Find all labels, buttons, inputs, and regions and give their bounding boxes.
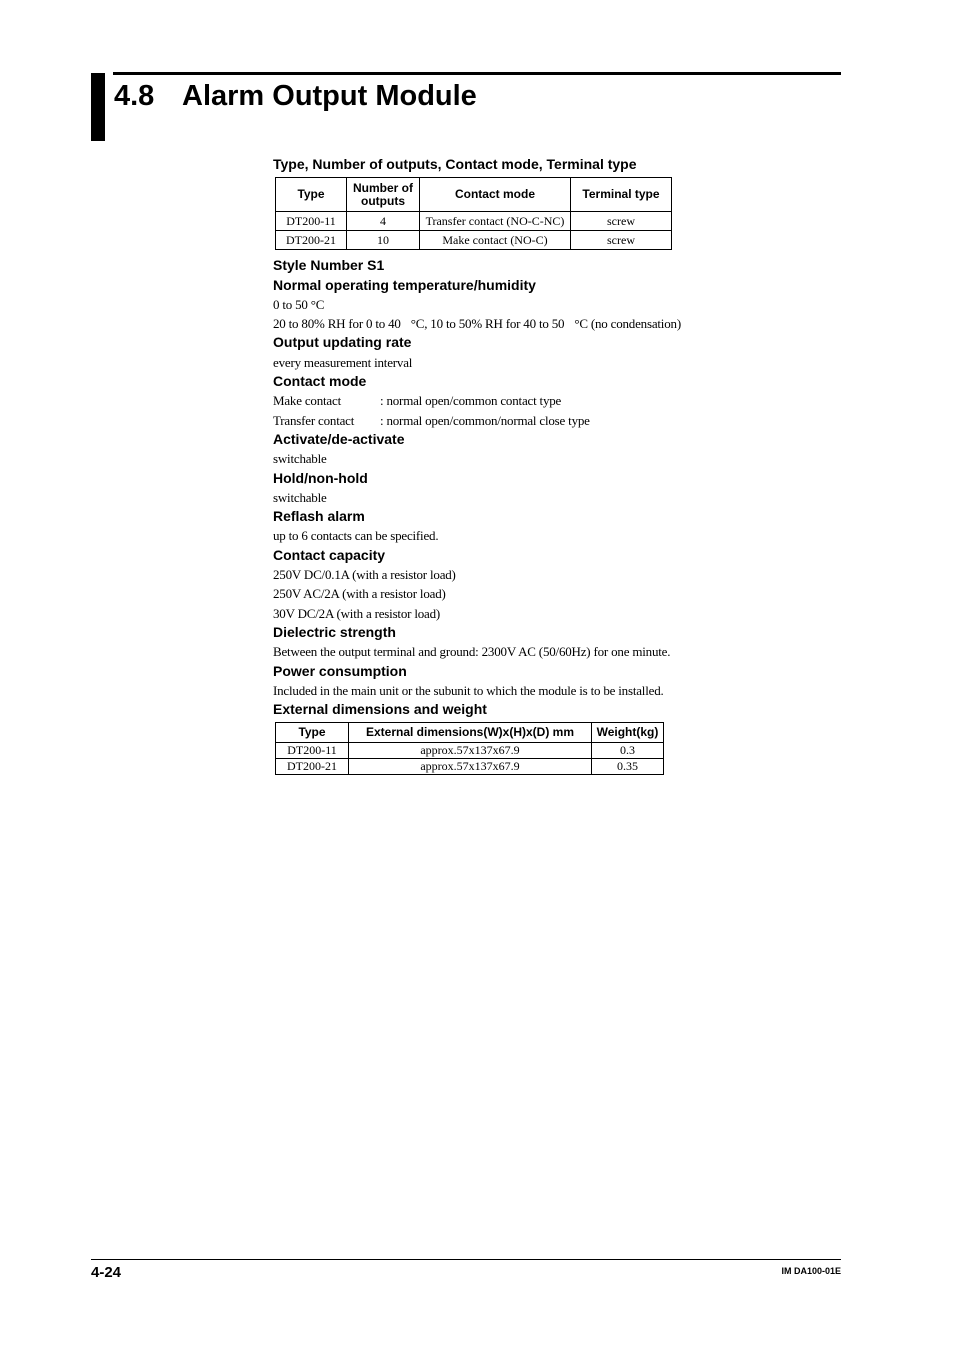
table-header: Type [276,723,349,743]
humidity-range [273,314,833,333]
page-number: 4-24 [91,1264,122,1281]
table-header: Number of outputs [347,178,420,212]
reflash-heading: Reflash alarm [273,508,365,525]
table-row [276,743,664,759]
contact-mode-label: Make contact [273,393,341,409]
table-cell: screw [571,212,672,231]
humidity-part-2: °C, 10 to 50% RH for 40 to 50 [410,316,565,332]
style-number: Style Number S1 [273,257,385,274]
capacity-line: 250V DC/0.1A (with a resistor load) [273,567,456,583]
contact-mode-item [273,411,833,430]
title-rule [113,72,841,75]
hold-heading: Hold/non-hold [273,469,368,486]
table-cell: 0.35 [592,759,664,775]
table-header: Contact mode [420,178,571,212]
table-cell: 4 [347,212,420,231]
reflash-text: up to 6 contacts can be specified. [273,528,439,544]
dims-table-heading: External dimensions and weight [273,701,487,718]
capacity-line: 30V DC/2A (with a resistor load) [273,605,441,621]
power-heading: Power consumption [273,662,407,679]
section-title-text: Alarm Output Module [182,80,477,112]
contact-mode-heading: Contact mode [273,373,367,390]
table-header-row [276,723,664,743]
table-header: Weight(kg) [592,723,664,743]
table-cell: screw [571,231,672,250]
dielectric-heading: Dielectric strength [273,623,396,640]
dielectric-text: Between the output terminal and ground: 2300V AC (50/60Hz) for one minute. [273,644,671,660]
table-cell: 10 [347,231,420,250]
update-rate-text: every measurement interval [273,354,413,370]
table-row [276,759,664,775]
table-cell: approx.57x137x67.9 [349,743,592,759]
table-cell: DT200-21 [276,231,347,250]
contact-mode-item [273,391,833,410]
table-row [276,231,672,250]
footer-rule [91,1259,841,1260]
hold-text: switchable [273,489,327,505]
contact-mode-label: Transfer contact [273,412,355,428]
dims-table [275,722,664,775]
table-row [276,212,672,231]
contact-mode-value: : normal open/common contact type [380,393,562,409]
table-cell: 0.3 [592,743,664,759]
section-title [114,80,477,113]
table-cell: DT200-11 [276,212,347,231]
capacity-heading: Contact capacity [273,546,386,563]
spec-content [273,155,833,775]
document-id: IM DA100-01E [781,1266,841,1276]
capacity-line: 250V AC/2A (with a resistor load) [273,586,446,602]
section-number: 4.8 [114,80,155,112]
outputs-table [275,177,672,250]
table-cell: Transfer contact (NO-C-NC) [420,212,571,231]
table-header: Terminal type [571,178,672,212]
section-marker-bar [91,73,105,141]
temperature-heading: Normal operating temperature/humidity [273,276,536,293]
table-header: External dimensions(W)x(H)x(D) mm [349,723,592,743]
table-cell: Make contact (NO-C) [420,231,571,250]
table-header-row [276,178,672,212]
activate-heading: Activate/de-activate [273,430,405,447]
contact-mode-value: : normal open/common/normal close type [380,412,590,428]
table-cell: DT200-11 [276,743,349,759]
table-cell: approx.57x137x67.9 [349,759,592,775]
temperature-range: 0 to 50 °C [273,296,325,312]
humidity-part-1: 20 to 80% RH for 0 to 40 [273,316,401,332]
outputs-table-heading: Type, Number of outputs, Contact mode, Terminal type [273,156,637,172]
table-header: Type [276,178,347,212]
table-cell: DT200-21 [276,759,349,775]
humidity-part-3: °C (no condensation) [574,316,681,332]
update-rate-heading: Output updating rate [273,334,412,351]
power-text: Included in the main unit or the subunit to which the module is to be installed. [273,682,664,698]
activate-text: switchable [273,451,327,467]
